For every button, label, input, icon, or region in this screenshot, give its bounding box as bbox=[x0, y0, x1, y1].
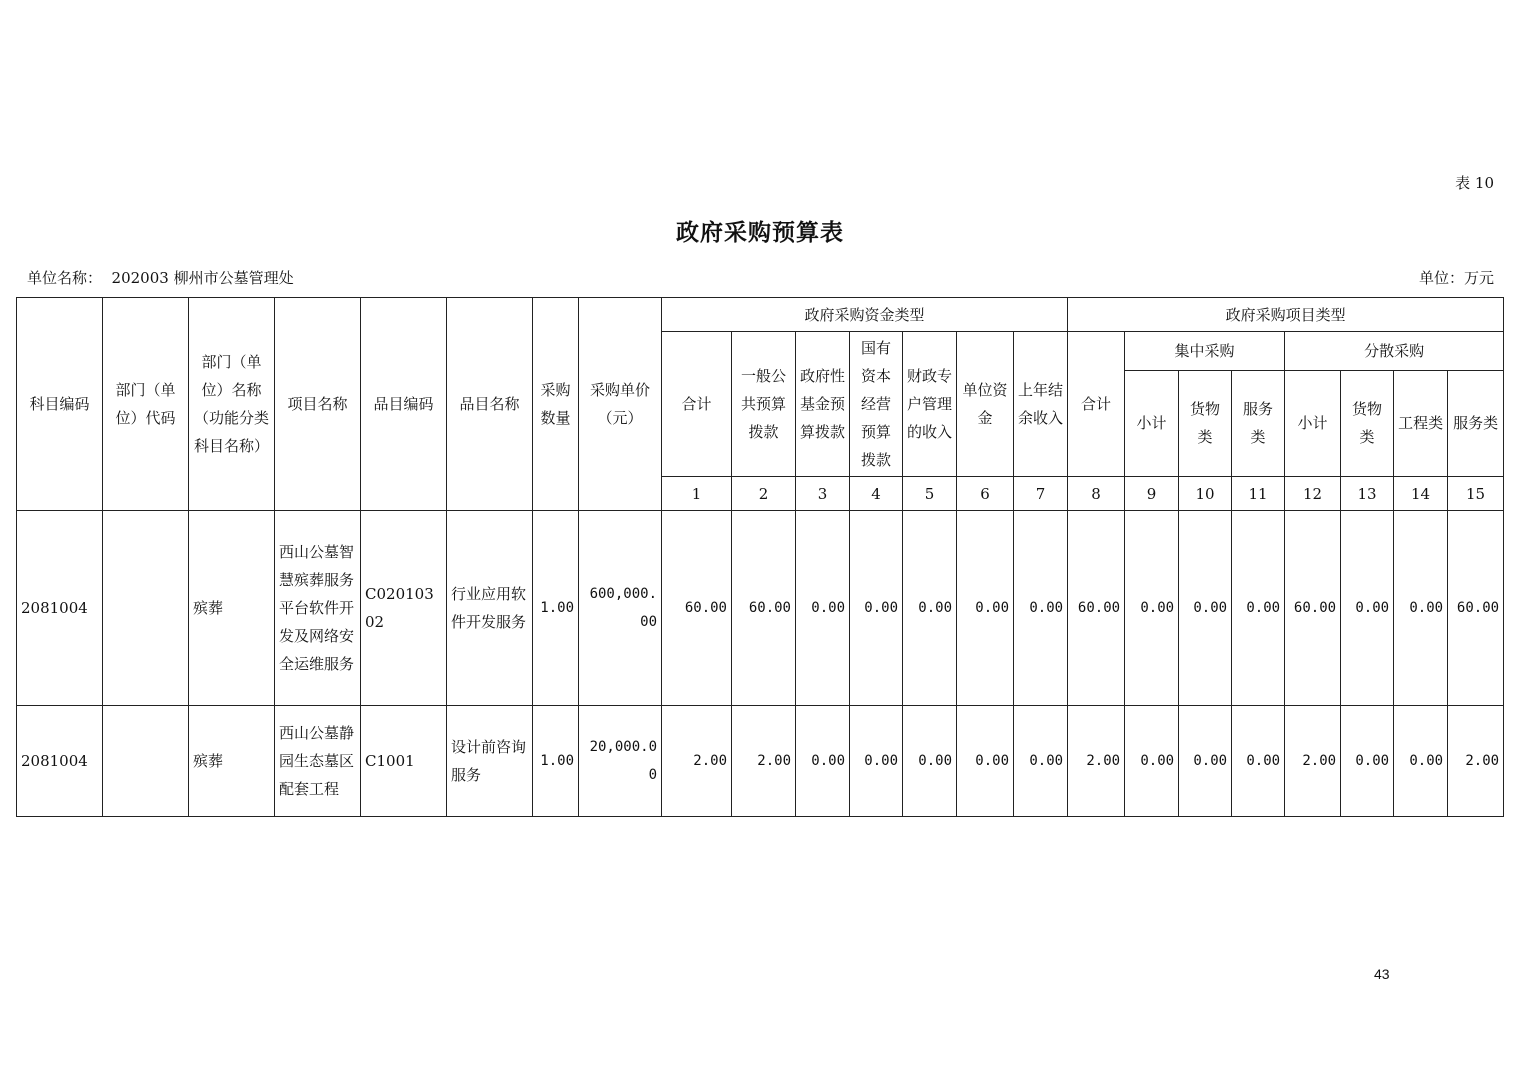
cell-value: 0.00 bbox=[1394, 706, 1448, 817]
group-dispersed-procurement: 分散采购 bbox=[1285, 332, 1504, 371]
col-dispersed-goods: 货物类 bbox=[1341, 370, 1394, 476]
cell-item-code: C1001 bbox=[361, 706, 447, 817]
col-project-total: 合计 bbox=[1068, 332, 1125, 477]
cell-value: 60.00 bbox=[1285, 511, 1341, 706]
unit-name-label: 单位名称： 202003 柳州市公墓管理处 bbox=[27, 269, 294, 287]
cell-value: 2.00 bbox=[1068, 706, 1125, 817]
cell-value: 2.00 bbox=[1285, 706, 1341, 817]
cell-value: 0.00 bbox=[1179, 706, 1232, 817]
cell-value: 0.00 bbox=[1125, 706, 1179, 817]
col-fund-total: 合计 bbox=[662, 332, 732, 477]
col-dept-code: 部门（单位）代码 bbox=[103, 298, 189, 511]
cell-value: 0.00 bbox=[796, 511, 850, 706]
col-central-service: 服务类 bbox=[1232, 370, 1285, 476]
cell-value: 0.00 bbox=[903, 706, 957, 817]
table-row bbox=[17, 706, 1504, 817]
col-number: 1 bbox=[662, 477, 732, 511]
col-number: 15 bbox=[1448, 477, 1504, 511]
cell-value: 0.00 bbox=[1394, 511, 1448, 706]
col-number: 2 bbox=[732, 477, 796, 511]
col-dept-name: 部门（单位）名称（功能分类科目名称） bbox=[189, 298, 275, 511]
col-quantity: 采购数量 bbox=[533, 298, 579, 511]
cell-value: 0.00 bbox=[850, 511, 903, 706]
col-general-budget: 一般公共预算拨款 bbox=[732, 332, 796, 477]
col-dispersed-engineering: 工程类 bbox=[1394, 370, 1448, 476]
header-row-1 bbox=[17, 298, 1504, 332]
col-number: 6 bbox=[957, 477, 1014, 511]
cell-value: 2.00 bbox=[1448, 706, 1504, 817]
procurement-budget-table bbox=[16, 297, 1504, 817]
col-special-account: 财政专户管理的收入 bbox=[903, 332, 957, 477]
col-number: 11 bbox=[1232, 477, 1285, 511]
col-subject-code: 科目编码 bbox=[17, 298, 103, 511]
cell-item-code: C02010302 bbox=[361, 511, 447, 706]
col-state-capital: 国有资本经营预算拨款 bbox=[850, 332, 903, 477]
col-number: 9 bbox=[1125, 477, 1179, 511]
col-unit-price: 采购单价（元） bbox=[579, 298, 662, 511]
col-number: 4 bbox=[850, 477, 903, 511]
col-central-subtotal: 小计 bbox=[1125, 370, 1179, 476]
cell-value: 0.00 bbox=[903, 511, 957, 706]
col-gov-fund: 政府性基金预算拨款 bbox=[796, 332, 850, 477]
cell-value: 60.00 bbox=[662, 511, 732, 706]
col-central-goods: 货物类 bbox=[1179, 370, 1232, 476]
cell-project-name: 西山公墓智慧殡葬服务平台软件开发及网络安全运维服务 bbox=[275, 511, 361, 706]
page-title: 政府采购预算表 bbox=[676, 219, 844, 246]
cell-item-name: 设计前咨询服务 bbox=[447, 706, 533, 817]
col-number: 13 bbox=[1341, 477, 1394, 511]
cell-value: 60.00 bbox=[1448, 511, 1504, 706]
cell-value: 0.00 bbox=[796, 706, 850, 817]
col-last-year-balance: 上年结余收入 bbox=[1014, 332, 1068, 477]
group-central-procurement: 集中采购 bbox=[1125, 332, 1285, 371]
cell-value: 0.00 bbox=[850, 706, 903, 817]
col-number: 10 bbox=[1179, 477, 1232, 511]
table-number: 表 10 bbox=[1455, 174, 1494, 192]
cell-subject-code: 2081004 bbox=[17, 706, 103, 817]
cell-value: 2.00 bbox=[732, 706, 796, 817]
page-number: 43 bbox=[1374, 966, 1390, 982]
cell-quantity: 1.00 bbox=[533, 706, 579, 817]
cell-quantity: 1.00 bbox=[533, 511, 579, 706]
cell-value: 60.00 bbox=[1068, 511, 1125, 706]
cell-value: 60.00 bbox=[732, 511, 796, 706]
cell-value: 0.00 bbox=[1341, 511, 1394, 706]
cell-unit-price: 20,000.00 bbox=[579, 706, 662, 817]
cell-dept-name: 殡葬 bbox=[189, 706, 275, 817]
col-item-name: 品目名称 bbox=[447, 298, 533, 511]
group-fund-type: 政府采购资金类型 bbox=[662, 298, 1068, 332]
cell-value: 0.00 bbox=[1232, 706, 1285, 817]
cell-value: 0.00 bbox=[1014, 511, 1068, 706]
col-unit-fund: 单位资金 bbox=[957, 332, 1014, 477]
cell-value: 0.00 bbox=[957, 511, 1014, 706]
cell-unit-price: 600,000.00 bbox=[579, 511, 662, 706]
cell-subject-code: 2081004 bbox=[17, 511, 103, 706]
group-project-type: 政府采购项目类型 bbox=[1068, 298, 1504, 332]
col-number: 3 bbox=[796, 477, 850, 511]
table-row bbox=[17, 511, 1504, 706]
cell-value: 2.00 bbox=[662, 706, 732, 817]
col-number: 12 bbox=[1285, 477, 1341, 511]
col-number: 14 bbox=[1394, 477, 1448, 511]
cell-value: 0.00 bbox=[1341, 706, 1394, 817]
cell-value: 0.00 bbox=[1232, 511, 1285, 706]
cell-item-name: 行业应用软件开发服务 bbox=[447, 511, 533, 706]
col-dispersed-service: 服务类 bbox=[1448, 370, 1504, 476]
cell-project-name: 西山公墓静园生态墓区配套工程 bbox=[275, 706, 361, 817]
col-dispersed-subtotal: 小计 bbox=[1285, 370, 1341, 476]
cell-value: 0.00 bbox=[957, 706, 1014, 817]
cell-value: 0.00 bbox=[1179, 511, 1232, 706]
col-number: 8 bbox=[1068, 477, 1125, 511]
unit-measure-label: 单位：万元 bbox=[1418, 269, 1494, 287]
col-number: 7 bbox=[1014, 477, 1068, 511]
col-item-code: 品目编码 bbox=[361, 298, 447, 511]
col-project-name: 项目名称 bbox=[275, 298, 361, 511]
cell-value: 0.00 bbox=[1014, 706, 1068, 817]
cell-dept-name: 殡葬 bbox=[189, 511, 275, 706]
col-number: 5 bbox=[903, 477, 957, 511]
cell-value: 0.00 bbox=[1125, 511, 1179, 706]
cell-dept-code bbox=[103, 511, 189, 706]
cell-dept-code bbox=[103, 706, 189, 817]
